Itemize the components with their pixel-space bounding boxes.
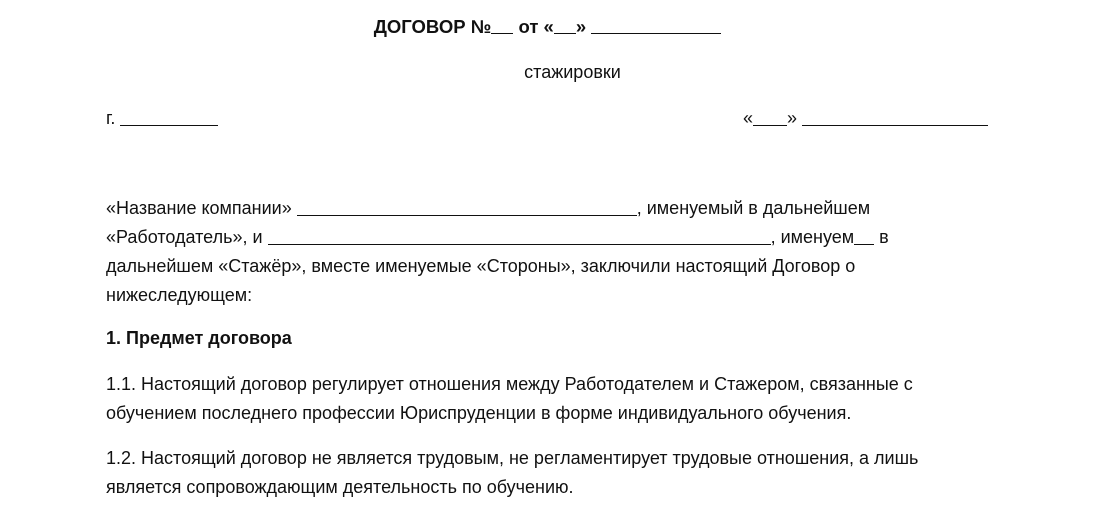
date-field [743,108,988,129]
section-1-heading: 1. Предмет договора [106,328,292,348]
date-open-quote: « [743,108,754,128]
intro-line-1-end: , именуемый в дальнейшем [636,198,871,218]
intro-line-4: нижеследующем: [106,285,253,305]
intro-line-2-start: «Работодатель», и [106,227,263,247]
document-title [0,16,1095,38]
clause-1-2-line-1: 1.2. Настоящий договор не является трудовым, не регламентирует трудовые отношения, а лишь [106,448,919,468]
intro-line-2 [106,223,1026,252]
intro-line-1 [106,194,1026,223]
clause-1-1-line-2: обучением последнего профессии Юриспруденции в форме индивидуального обучения. [106,403,852,423]
title-day-blank[interactable] [554,16,576,34]
intro-line-2-end: , именуем [770,227,855,247]
gender-ending-blank[interactable] [854,227,874,245]
date-close-quote: » [787,108,798,128]
clause-1-2 [106,444,1026,502]
company-name-placeholder: «Название компании» [106,198,292,218]
title-prefix: ДОГОВОР № [373,16,492,37]
city-label: г. [106,108,116,128]
employer-name-blank[interactable] [297,198,637,216]
title-close-quote: » [575,16,592,37]
intro-line-3: дальнейшем «Стажёр», вместе именуемые «Стороны», заключили настоящий Договор о [106,256,856,276]
city-field [106,108,218,129]
clause-1-2-line-2: является сопровождающим деятельность по обучению. [106,477,574,497]
contract-number-blank[interactable] [491,16,513,34]
intern-name-blank[interactable] [268,227,771,245]
document-subtitle: стажировки [524,62,621,82]
date-month-year-blank[interactable] [802,108,988,126]
intro-line-2-tail: в [874,227,889,247]
title-month-blank[interactable] [591,16,721,34]
intro-paragraph [106,194,1026,310]
clause-1-1-line-1: 1.1. Настоящий договор регулирует отношения между Работодателем и Стажером, связанные с [106,374,913,394]
clause-1-1 [106,370,1026,428]
city-blank[interactable] [120,108,218,126]
date-day-blank[interactable] [753,108,787,126]
title-from: от « [513,16,554,37]
